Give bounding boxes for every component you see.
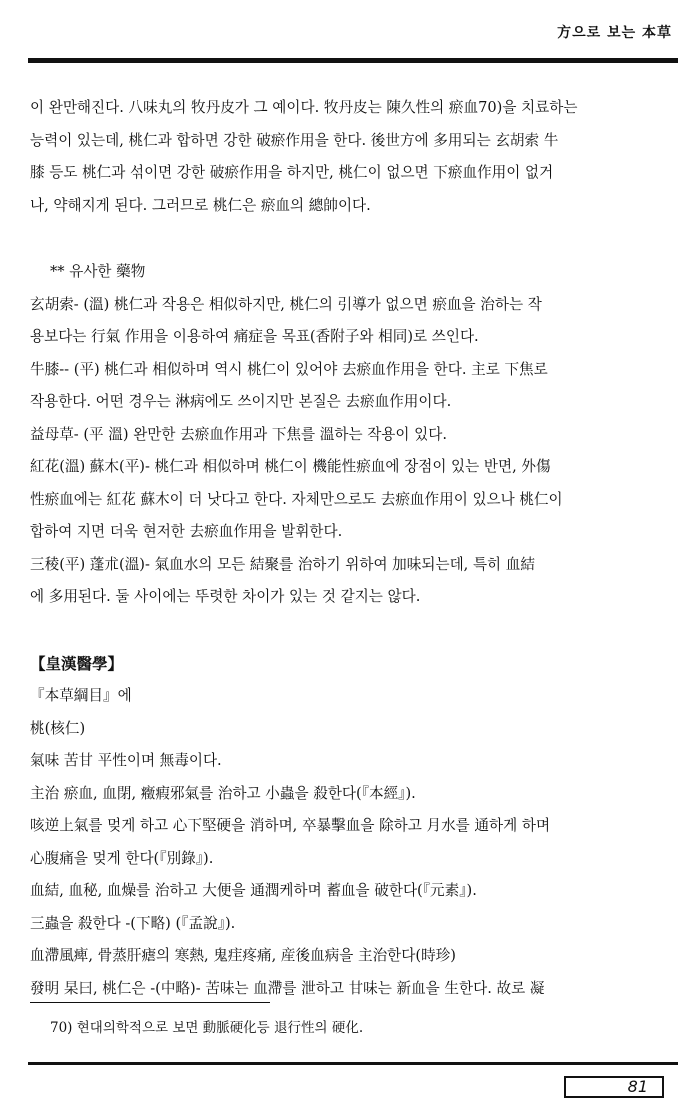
text-line: 작용한다. 어떤 경우는 淋病에도 쓰이지만 본질은 去瘀血作用이다. <box>30 393 452 410</box>
text-line: 이 완만해진다. 八味丸의 牧丹皮가 그 예이다. 牧丹皮는 陳久性의 瘀血70)을 치료하는 <box>30 99 578 116</box>
page-body <box>30 92 670 1005</box>
text-line: 發明 杲曰, 桃仁은 -(中略)- 苦味는 血滯를 泄하고 甘味는 新血을 生한다. 故로 凝 <box>30 979 545 997</box>
text-line: 性瘀血에는 紅花 蘇木이 더 낫다고 한다. 자체만으로도 去瘀血作用이 있으나 桃仁이 <box>30 490 563 508</box>
text-line: 에 多用된다. 둘 사이에는 뚜렷한 차이가 있는 것 같지는 않다. <box>30 588 421 605</box>
text-line: 血結, 血秘, 血燥를 治하고 大便을 通潤케하며 蓄血을 破한다(『元素』). <box>30 882 477 899</box>
text-line: 主治 瘀血, 血閉, 癥瘕邪氣를 治하고 小蟲을 殺한다(『本經』). <box>30 784 416 802</box>
text-line: 나, 약해지게 된다. 그러므로 桃仁은 瘀血의 總帥이다. <box>30 196 371 214</box>
text-line: 益母草- (平 溫) 완만한 去瘀血作用과 下焦를 溫하는 작용이 있다. <box>30 425 447 443</box>
text-line: 血滯風痺, 骨蒸肝瘧의 寒熱, 鬼疰疼痛, 産後血病을 主治한다(時珍) <box>30 947 456 964</box>
section-title: 【皇漢醫學】 <box>30 653 124 673</box>
text-line: 咳逆上氣를 멎게 하고 心下堅硬을 消하며, 卒暴擊血을 除하고 月水를 通하게 하며 <box>30 817 551 834</box>
text-line: 용보다는 行氣 作用을 이용하여 痛症을 목표(香附子와 相同)로 쓰인다. <box>30 328 479 345</box>
text-line: 능력이 있는데, 桃仁과 합하면 강한 破瘀作用을 한다. 後世方에 多用되는 玄胡索 牛 <box>30 131 559 149</box>
page-number: 81 <box>564 1076 664 1098</box>
text-line: 氣味 苦甘 平性이며 無毒이다. <box>30 752 222 769</box>
running-head: 方으로 보는 本草 <box>557 25 672 41</box>
header-rule <box>28 58 678 63</box>
similar-heading: ** 유사한 藥物 <box>50 263 146 280</box>
footnote: 70) 현대의학적으로 보면 動脈硬化등 退行性의 硬化. <box>50 1020 364 1036</box>
text-line: 桃(核仁) <box>30 719 86 737</box>
text-line: 心腹痛을 멎게 한다(『別錄』). <box>30 849 214 867</box>
text-line: 紅花(溫) 蘇木(平)- 桃仁과 相似하며 桃仁이 機能性瘀血에 장점이 있는 반면, 外傷 <box>30 458 551 475</box>
text-line: 『本草綱目』에 <box>30 687 132 704</box>
footnote-rule <box>30 1002 270 1003</box>
text-line: 玄胡索- (溫) 桃仁과 작용은 相似하지만, 桃仁의 引導가 없으면 瘀血을 治하는 작 <box>30 295 542 313</box>
similar-list <box>30 289 670 614</box>
footer-rule <box>28 1062 678 1065</box>
text-line: 三蟲을 殺한다 -(下略) (『孟說』). <box>30 914 236 932</box>
text-line: 三稜(平) 蓬朮(溫)- 氣血水의 모든 結聚를 治하기 위하여 加味되는데, 특히 血結 <box>30 555 535 573</box>
section-list <box>30 680 670 1005</box>
intro-paragraph <box>30 92 670 222</box>
text-line: 膝 등도 桃仁과 섞이면 강한 破瘀作用을 하지만, 桃仁이 없으면 下瘀血作用이 없거 <box>30 164 554 181</box>
text-line: 牛膝-- (平) 桃仁과 相似하며 역시 桃仁이 있어야 去瘀血作用을 한다. 主로 下焦로 <box>30 360 548 378</box>
text-line: 합하여 지면 더욱 현저한 去瘀血作用을 발휘한다. <box>30 523 343 540</box>
